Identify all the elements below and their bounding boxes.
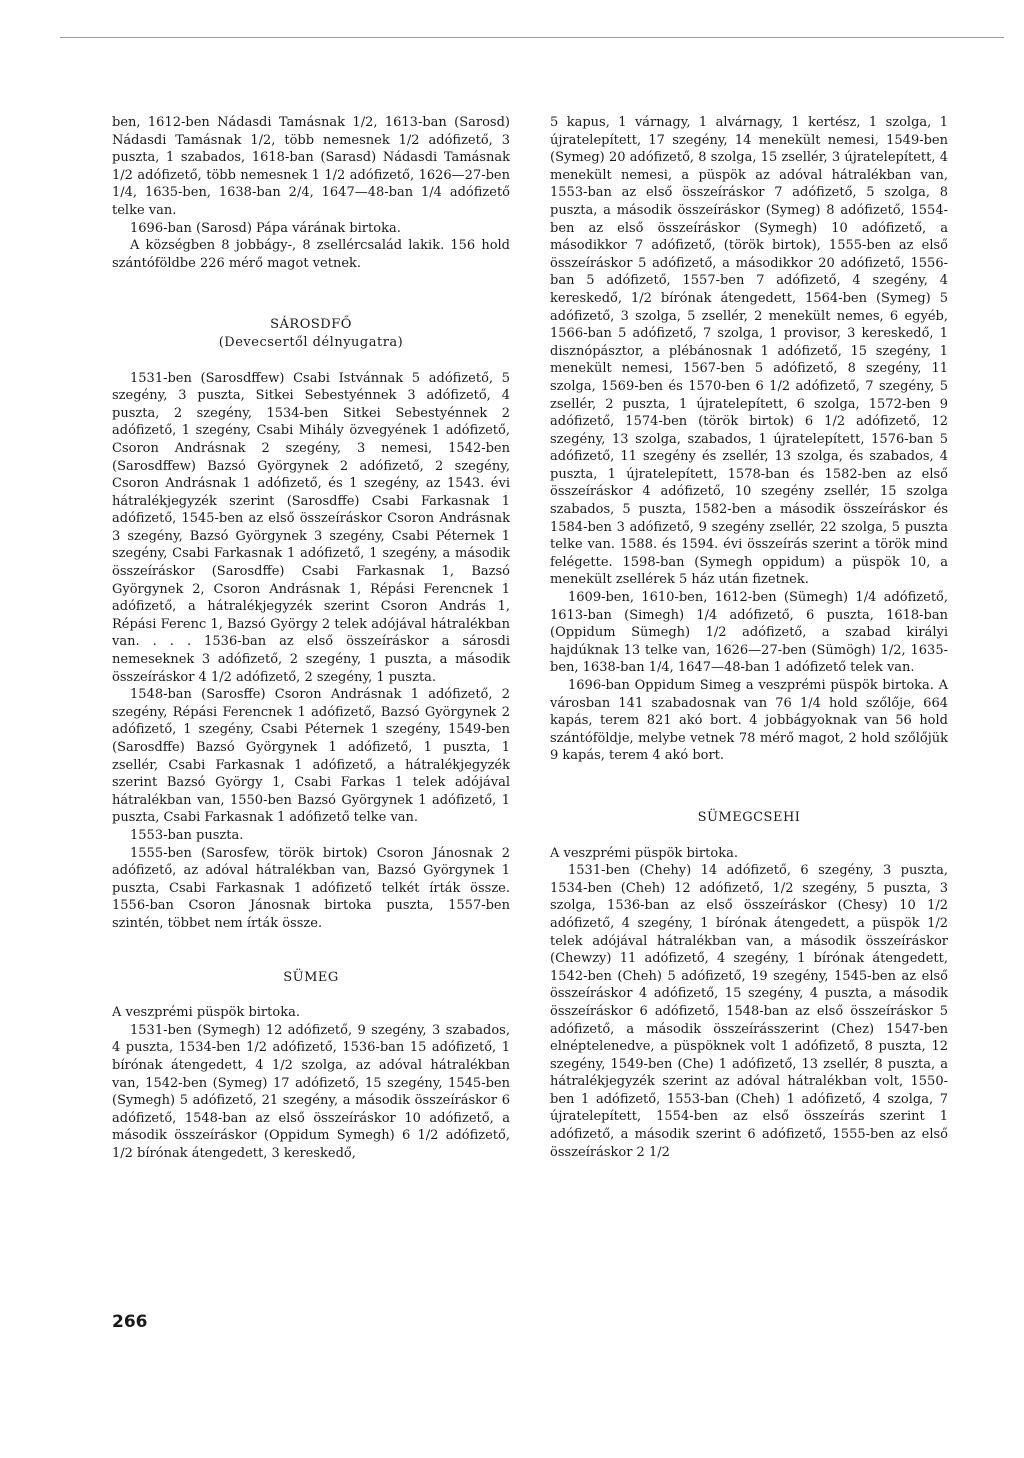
page-number: 266 bbox=[112, 1312, 148, 1332]
sumeg-paragraph-2: 1531-ben (Symegh) 12 adófizető, 9 szegény, 3 szabados, 4 puszta, 1534-ben 1/2 adófizető, 1536-ban 15 adófizető, 1 bírónak átengedett, 4 1/2 szolga, az adóval hátralékban van, 1542-ben (Symeg) 17 adófizető, 15 szegény, 1545-ben (Symegh) 5 adófizető, 21 szegény, a második összeíráskor 6 adófizető, 1548-ban az első összeíráskor 10 adófizető, a második összeíráskor (Oppidum Symegh) 6 1/2 adófizető, 1/2 bírónak átengedett, 3 kereskedő, bbox=[112, 1022, 510, 1161]
sarosdfo-paragraph-3: 1553-ban puszta. bbox=[130, 827, 244, 843]
sarosdfo-paragraph-1: 1531-ben (Sarosdffew) Csabi Istvánnak 5 adófizető, 5 szegény, 3 puszta, Sitkei Sebestyénnek 3 adófizető, 4 puszta, 2 szegény, 1534-ben Sitkei Sebestyénnek 2 adófizető, 1 szegény, Csabi Mihály özvegyének 1 adófizető, Csoron Andrásnak 2 szegény, 3 nemesi, 1542-ben (Sarosdffew) Bazsó Györgynek 2 adófizető, 2 szegény, Csoron Andrásnak 1 adófizető, és 1 szegény, az 1543. évi hátralékjegyzék szerint (Sarosdffe) Csabi Farkasnak 1 adófizető, 1545-ben az első összeíráskor Csoron Andrásnak 3 szegény, Bazsó Györgynek 3 szegény, Csabi Péternek 1 szegény, Csabi Farkasnak 1 adófizető, 1 szegény, a második összeíráskor (Sarosdffe) Csabi Farkasnak 1, Bazsó Györgynek 2, Csoron Andrásnak 1, Répási Ferencnek 1 adófizető, a hátralékjegyzék szerint Csoron András 1, Répási Ferenc 1, Bazsó György 2 telek adójával hátralékban van. . . . 1536-ban az első összeíráskor a sárosdi nemeseknek 3 adófizető, 2 szegény, 1 puszta, a második összeíráskor 4 1/2 adófizető, 2 szegény, 1 puszta. bbox=[112, 370, 510, 685]
section-gap bbox=[112, 272, 510, 316]
sumeg-continued-paragraph-2: 1609-ben, 1610-ben, 1612-ben (Sümegh) 1/4 adófizető, 1613-ban (Simegh) 1/4 adófizető, 6 puszta, 1618-ban (Oppidum Sümegh) 1/2 adófizető, a szabad királyi hajdúknak 13 telke van, 1626—27-ben (Sümögh) 1/2, 1635-ben, 1638-ban 1/4, 1647—48-ban 1 adófizető telek van. bbox=[550, 590, 948, 676]
sumeg-continued-paragraph-3: 1696-ban Oppidum Simeg a veszprémi püspök birtoka. A városban 141 szabadosnak van 76 1/4 hold szőlője, 664 kapás, terem 821 akó bort. 4 jobbágyoknak van 56 hold szántóföldje, melybe vetnek 78 mérő magot, 2 hold szőlőjük 9 kapás, terem 4 akó bort. bbox=[550, 678, 948, 764]
section-heading-sarosdfo: SÁROSDFŐ bbox=[270, 317, 352, 333]
section-gap bbox=[112, 352, 510, 370]
intro-paragraph-2: 1696-ban (Sarosd) Pápa várának birtoka. bbox=[130, 220, 401, 236]
right-column bbox=[550, 114, 948, 1161]
section-subheading-sarosdfo: (Devecsertől délnyugatra) bbox=[218, 334, 404, 350]
section-gap bbox=[112, 986, 510, 1004]
sarosdfo-paragraph-2: 1548-ban (Sarosffe) Csoron Andrásnak 1 adófizető, 2 szegény, Répási Ferencnek 1 adófizető, Bazsó Györgynek 2 adófizető, 1 szegény, Csabi Péternek 1 szegény, 1549-ben (Sarosdffe) Bazsó Györgynek 1 adófizető, 1 puszta, 1 zsellér, Csabi Farkasnak 1 adófizető, a hátralékjegyzék szerint Bazsó György 1, Csabi Farkas 1 telek adójával hátralékban van, 1550-ben Bazsó Györgynek 1 adófizető, 1 puszta, Csabi Farkasnak 1 adófizető telke van. bbox=[112, 687, 510, 826]
sarosdfo-paragraph-4: 1555-ben (Sarosfew, török birtok) Csoron Jánosnak 2 adófizető, az adóval hátralékban van, Bazsó Györgynek 1 puszta, Csabi Farkasnak 1 adófizető telkét írták össze. 1556-ban Csoron Jánosnak birtoka puszta, 1557-ben szintén, többet nem írták össze. bbox=[112, 845, 510, 931]
sumegcsehi-paragraph-1: A veszprémi püspök birtoka. bbox=[550, 845, 738, 861]
sumeg-paragraph-1: A veszprémi püspök birtoka. bbox=[112, 1005, 300, 1021]
section-heading-sumeg: SÜMEG bbox=[283, 969, 339, 985]
section-gap bbox=[112, 933, 510, 969]
left-column bbox=[112, 114, 510, 1162]
sumeg-continued-paragraph-1: 5 kapus, 1 várnagy, 1 alvárnagy, 1 kertész, 1 szolga, 1 újratelepített, 17 szegény, 14 menekült nemesi, 1549-ben (Symeg) 20 adófizető, 8 szolga, 15 zsellér, 3 újratelepített, 4 menekült nemesi, a püspök az adóval hátralékban van, 1553-ban az első összeíráskor 7 adófizető, 5 szolga, 8 puszta, a második összeíráskor (Symeg) 8 adófizető, 1554-ben az első összeíráskor (Symegh) 10 adófizető, a másodikkor 7 adófizető, (török birtok), 1555-ben az első összeíráskor 5 adófizető, a másodikkor 20 adófizető, 1556-ban 5 adófizető, 1557-ben 7 adófizető, 4 szegény, 4 kereskedő, 1/2 bírónak átengedett, 1564-ben (Symeg) 5 adófizető, 3 szolga, 5 zsellér, 2 menekült nemes, 6 egyéb, 1566-ban 5 adófizető, 7 szolga, 1 provisor, 3 kereskedő, 1 disznópásztor, a plébánosnak 1 adófizető, 15 szegény, 1 menekült nemesi, 1567-ben 5 adófizető, 8 szegény, 11 szolga, 1569-ben és 1570-ben 6 1/2 adófizető, 7 szegény, 5 zsellér, 2 puszta, 1 újratelepített, 6 szolga, 1572-ben 9 adófizető, 1574-ben (török birtok) 6 1/2 adófizető, 12 szegény, 13 szolga, szabados, 1 újratelepített, 1576-ban 5 adófizető, 11 szegény és zsellér, 13 szolga, és szabados, 4 puszta, 1 újratelepített, 1578-ban és 1582-ben az első összeíráskor 4 adófizető, 10 szegény zsellér, 15 szolga szabados, 5 puszta, 1582-ben a második összeíráskor és 1584-ben 3 adófizető, 9 szegény zsellér, 22 szolga, 5 puszta telke van. 1588. és 1594. évi összeírás szerint a török mind felégette. 1598-ban (Symegh oppidum) a püspök 10, a menekült zsellérek 5 ház után fizetnek. bbox=[550, 115, 948, 588]
intro-paragraph-3: A községben 8 jobbágy-, 8 zsellércsalád lakik. 156 hold szántóföldbe 226 mérő magot vetnek. bbox=[112, 238, 510, 271]
top-rule bbox=[60, 37, 1004, 38]
section-heading-sumegcsehi: SÜMEGCSEHI bbox=[697, 809, 801, 825]
section-gap bbox=[550, 827, 948, 845]
section-gap bbox=[550, 765, 948, 809]
intro-paragraph-1: ben, 1612-ben Nádasdi Tamásnak 1/2, 1613-ban (Sarosd) Nádasdi Tamásnak 1/2, több nemesnek 1/2 adófizető, 3 puszta, 1 szabados, 1618-ban (Sarasd) Nádasdi Tamásnak 1/2 adófizető, több nemesnek 1 1/2 adófizető, 1626—27-ben 1/4, 1635-ben, 1638-ban 2/4, 1647—48-ban 1/4 adófizető telke van. bbox=[112, 115, 510, 218]
sumegcsehi-paragraph-2: 1531-ben (Chehy) 14 adófizető, 6 szegény, 3 puszta, 1534-ben (Cheh) 12 adófizető, 1/2 szegény, 5 puszta, 3 szolga, 1536-ban az első összeíráskor (Chesy) 10 1/2 adófizető, 4 szegény, 1 bírónak átengedett, a püspök 1/2 telek adójával hátralékban van, a második összeíráskor (Chewzy) 11 adófizető, 4 szegény, 1 bírónak átengedett, 1542-ben (Cheh) 5 adófizető, 19 szegény, 1545-ben az első összeíráskor 4 adófizető, 15 szegény, 4 puszta, a második összeíráskor 6 adófizető, 1548-ban az első összeíráskor 5 adófizető, a második összeírásszerint (Chez) 1547-ben elnéptelenedve, a püspöknek volt 1 adófizető, 8 puszta, 12 szegény, 1549-ben (Che) 1 adófizető, 13 zsellér, 8 puszta, a hátralékjegyzék szerint az adóval hátralékban volt, 1550-ben 1 adófizető, 1553-ban (Cheh) 1 adófizető, 4 szolga, 7 újratelepített, 1554-ben az első összeírás szerint 1 adófizető, a második szerint 6 adófizető, 1555-ben az első összeíráskor 2 1/2 bbox=[550, 863, 948, 1160]
